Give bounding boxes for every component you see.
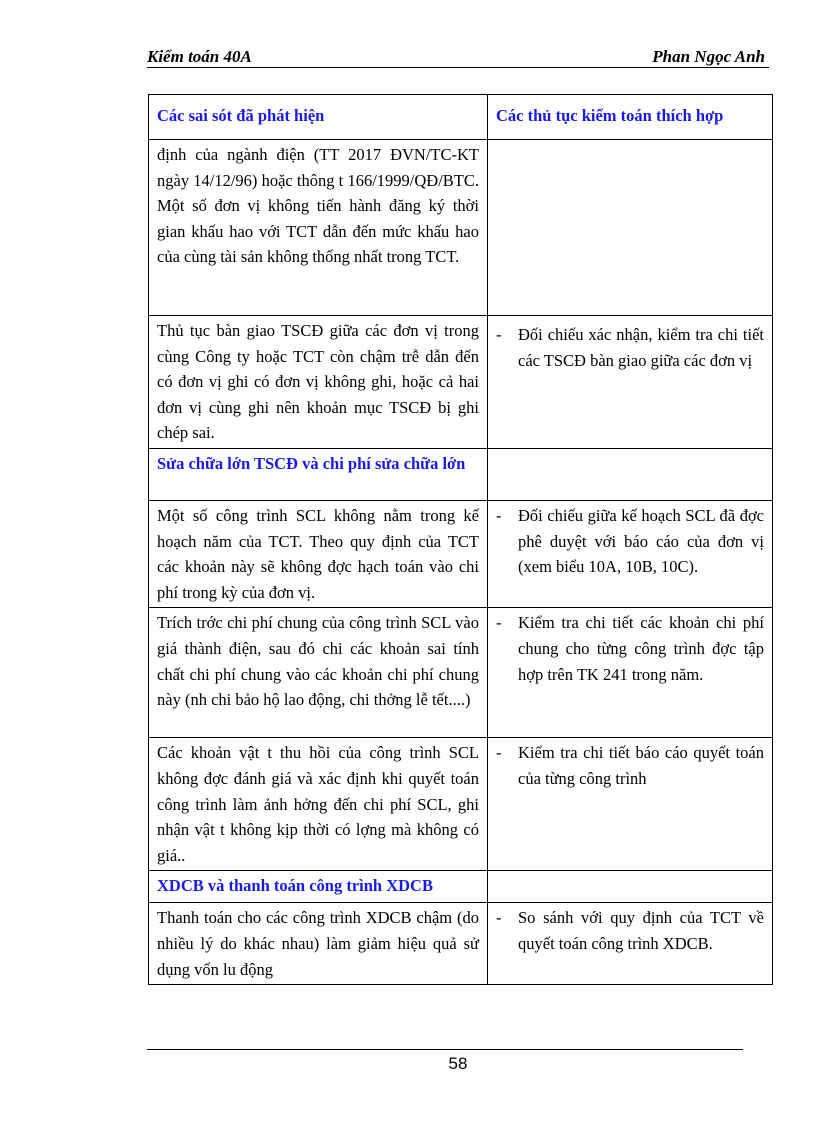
column-header-procedures: Các thủ tục kiểm toán thích hợp — [488, 95, 773, 140]
table-row — [149, 608, 773, 738]
header-course: Kiểm toán 40A — [147, 47, 252, 66]
section-empty-cell — [488, 448, 773, 500]
bullet-dash: - — [496, 505, 502, 525]
procedure-text: So sánh với quy định của TCT về quyết toán công trình XDCB. — [518, 908, 764, 953]
row-error-text: Thủ tục bàn giao TSCĐ giữa các đơn vị trong cùng Công ty hoặc TCT còn chậm trễ dẫn đến có đơn vị ghi có đơn vị không ghi, hoặc cả hai đơn vị cùng ghi nên khoản mục TSCĐ bị ghi chép sai. — [149, 316, 488, 449]
page-header — [147, 47, 769, 68]
row-error-text: Một số công trình SCL không nằm trong kế hoạch năm của TCT. Theo quy định của TCT các khoản này sẽ không đợc hạch toán vào chi phí trong kỳ của đơn vị. — [149, 500, 488, 607]
procedure-text: Đối chiếu xác nhận, kiểm tra chi tiết các TSCĐ bàn giao giữa các đơn vị — [518, 325, 764, 370]
section-title: Sửa chữa lớn TSCĐ và chi phí sửa chữa lớn — [149, 448, 488, 500]
page-number: 58 — [448, 1054, 468, 1073]
table-row — [149, 316, 773, 449]
procedure-text: Đối chiếu giữa kế hoạch SCL đã đợc phê duyệt với báo cáo của đơn vị (xem biểu 10A, 10B, 10C). — [518, 505, 764, 577]
procedure-text: Kiểm tra chi tiết báo cáo quyết toán của từng công trình — [518, 743, 764, 788]
audit-table — [148, 94, 773, 985]
row-error-text: Trích trớc chi phí chung của công trình SCL vào giá thành điện, sau đó chi các khoản sai tính chất chi phí chung vào các khoản chi phí chung này (nh chi bảo hộ lao động, chi thởng lễ tết....) — [149, 608, 488, 738]
section-title: XDCB và thanh toán công trình XDCB — [149, 871, 488, 903]
table-row — [149, 500, 773, 607]
section-empty-cell — [488, 871, 773, 903]
footer-rule — [147, 1049, 743, 1050]
row-procedure — [488, 738, 773, 871]
section-row — [149, 448, 773, 500]
row-error-text: định của ngành điện (TT 2017 ĐVN/TC-KT ngày 14/12/96) hoặc thông t 166/1999/QĐ/BTC. Một số đơn vị không tiến hành đăng ký thời gian khấu hao với TCT dẫn đến mức khấu hao của cùng tài sản không thống nhất trong TCT. — [149, 140, 488, 316]
bullet-dash: - — [496, 743, 502, 763]
table-header-row — [149, 95, 773, 140]
column-header-errors: Các sai sót đã phát hiện — [149, 95, 488, 140]
table-row — [149, 903, 773, 985]
table-row — [149, 140, 773, 316]
row-procedure — [488, 608, 773, 738]
row-error-text: Các khoản vật t thu hồi của công trình SCL không đợc đánh giá và xác định khi quyết toán công trình làm ảnh hởng đến chi phí SCL, ghi nhận vật t không kịp thời có lợng mà không có giá.. — [149, 738, 488, 871]
procedure-text: Kiểm tra chi tiết các khoản chi phí chung cho từng công trình đợc tập hợp trên TK 241 trong năm. — [518, 613, 764, 684]
row-procedure — [488, 316, 773, 449]
section-row — [149, 871, 773, 903]
header-author: Phan Ngọc Anh — [652, 47, 765, 66]
row-procedure — [488, 903, 773, 985]
bullet-dash: - — [496, 908, 502, 928]
table-row — [149, 738, 773, 871]
row-procedure-empty — [488, 140, 773, 316]
bullet-dash: - — [496, 325, 502, 344]
row-error-text: Thanh toán cho các công trình XDCB chậm (do nhiều lý do khác nhau) làm giảm hiệu quả sử dụng vốn lu động — [149, 903, 488, 985]
bullet-dash: - — [496, 613, 502, 633]
row-procedure — [488, 500, 773, 607]
